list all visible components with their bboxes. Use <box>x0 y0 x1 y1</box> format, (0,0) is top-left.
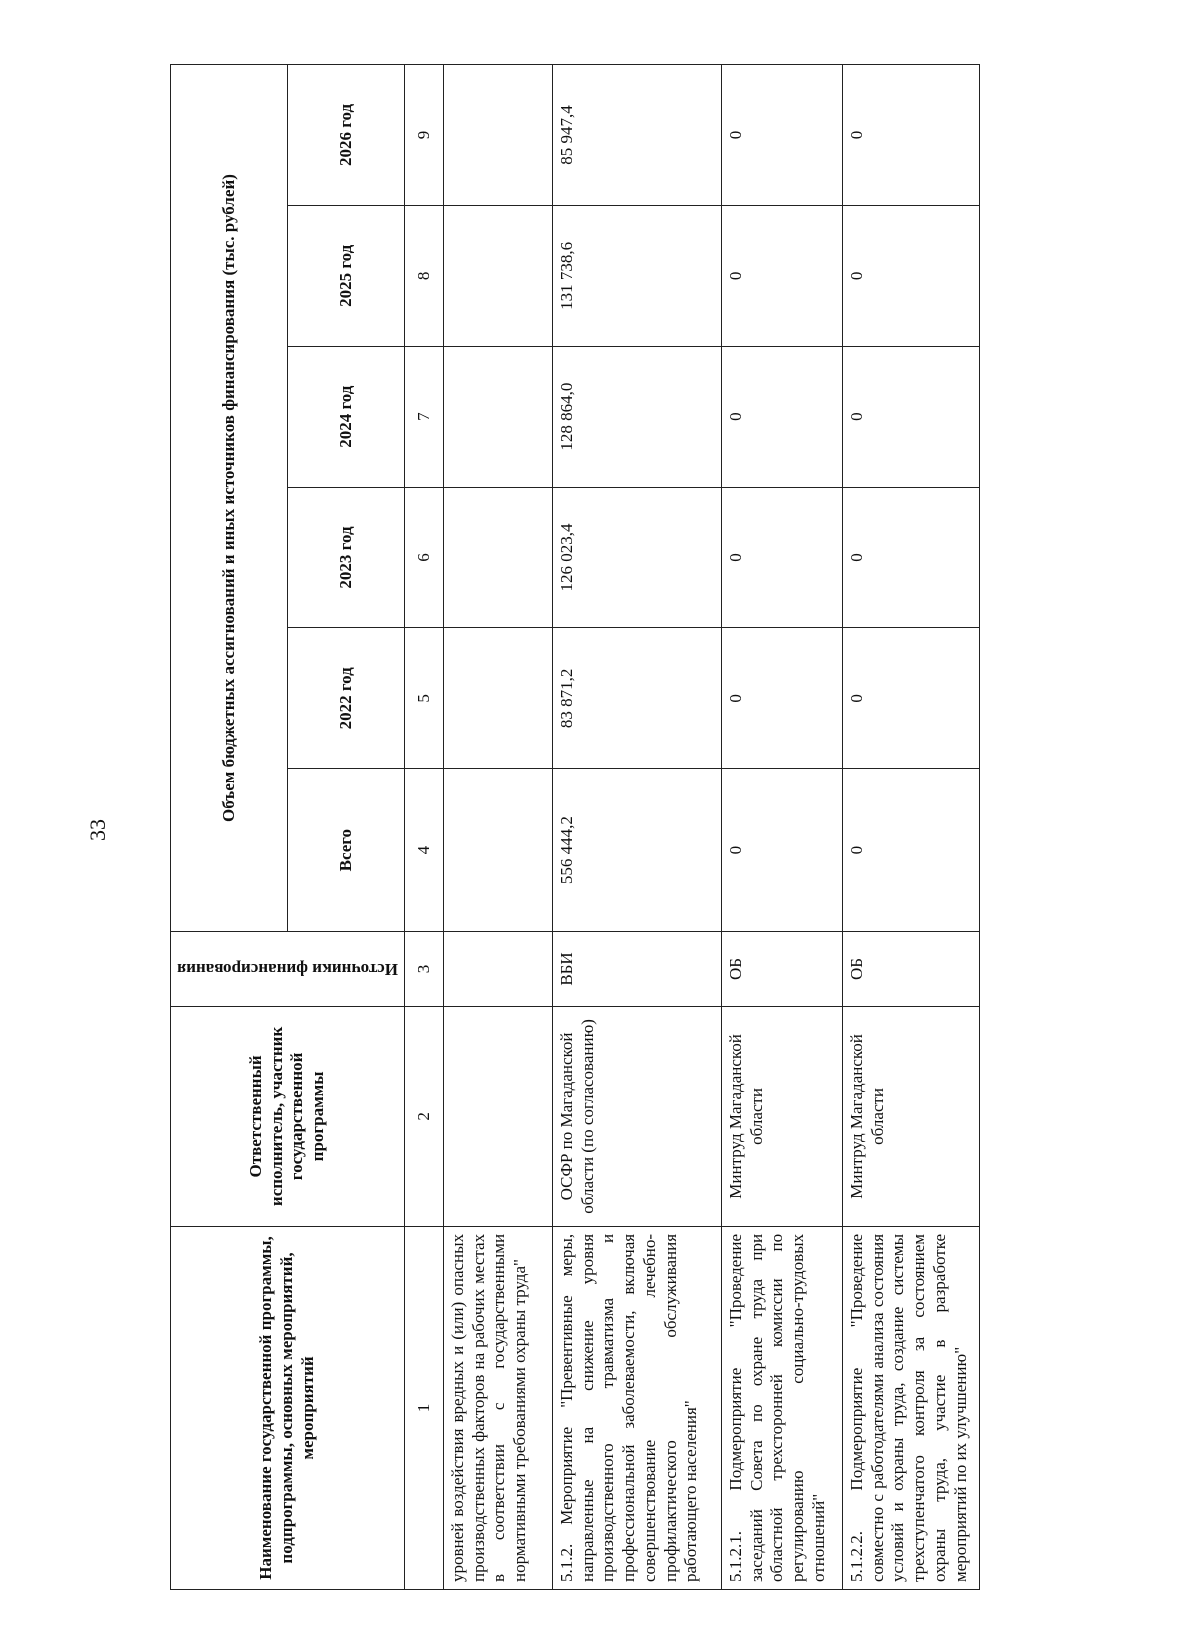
header-year-2024: 2024 год <box>287 346 404 487</box>
column-numbers-row <box>404 65 443 1590</box>
page-number: 33 <box>85 819 110 841</box>
row-value-2024: 0 <box>842 346 979 487</box>
table-row <box>443 65 552 1590</box>
row-value-2024 <box>443 346 552 487</box>
funding-table <box>170 64 980 1590</box>
table-row <box>842 65 979 1590</box>
row-value-2022: 0 <box>842 628 979 769</box>
row-value-2022: 83 871,2 <box>552 628 721 769</box>
header-row-1 <box>171 65 288 1590</box>
row-source <box>443 932 552 1007</box>
row-value-total: 0 <box>842 769 979 932</box>
row-value-2026: 85 947,4 <box>552 65 721 206</box>
row-value-2023 <box>443 487 552 628</box>
row-value-2023: 0 <box>721 487 842 628</box>
row-value-2026: 0 <box>842 65 979 206</box>
row-executor <box>443 1006 552 1226</box>
row-value-2026: 0 <box>721 65 842 206</box>
header-year-total: Всего <box>287 769 404 932</box>
col-number: 1 <box>404 1226 443 1589</box>
header-col-source: Источники финансирования <box>171 932 405 1007</box>
row-value-2023: 0 <box>842 487 979 628</box>
row-value-2024: 0 <box>721 346 842 487</box>
row-executor: ОСФР по Магаданской области (по согласованию) <box>552 1006 721 1226</box>
col-number: 5 <box>404 628 443 769</box>
row-value-2025: 0 <box>842 205 979 346</box>
row-value-2024: 128 864,0 <box>552 346 721 487</box>
row-executor: Минтруд Магаданской области <box>842 1006 979 1226</box>
header-year-2023: 2023 год <box>287 487 404 628</box>
col-number: 6 <box>404 487 443 628</box>
row-source: ОБ <box>842 932 979 1007</box>
header-year-2025: 2025 год <box>287 205 404 346</box>
row-value-2026 <box>443 65 552 206</box>
col-number: 7 <box>404 346 443 487</box>
row-value-2025: 0 <box>721 205 842 346</box>
row-value-2023: 126 023,4 <box>552 487 721 628</box>
row-value-2025: 131 738,6 <box>552 205 721 346</box>
table-row <box>552 65 721 1590</box>
col-number: 9 <box>404 65 443 206</box>
header-year-2022: 2022 год <box>287 628 404 769</box>
col-number: 3 <box>404 932 443 1007</box>
row-name: 5.1.2.2. Подмероприятие "Проведение совместно с работодателями анализа состояния условий и охраны труда, создание системы трехступенчатого контроля за состоянием охраны труда, участие в разработке мероприятий по их улучшению" <box>842 1226 979 1589</box>
row-source: ВБИ <box>552 932 721 1007</box>
row-value-2022 <box>443 628 552 769</box>
row-value-total: 0 <box>721 769 842 932</box>
col-number: 4 <box>404 769 443 932</box>
row-source: ОБ <box>721 932 842 1007</box>
table-row <box>721 65 842 1590</box>
col-number: 8 <box>404 205 443 346</box>
header-col-name: Наименование государственной программы, подпрограммы, основных мероприятий, мероприятий <box>171 1226 405 1589</box>
header-year-2026: 2026 год <box>287 65 404 206</box>
header-col-executor: Ответственный исполнитель, участник государственной программы <box>171 1006 405 1226</box>
row-value-2025 <box>443 205 552 346</box>
row-executor: Минтруд Магаданской области <box>721 1006 842 1226</box>
row-name: уровней воздействия вредных и (или) опасных производственных факторов на рабочих местах в соответствии с государственными нормативными требованиями охраны труда" <box>443 1226 552 1589</box>
col-number: 2 <box>404 1006 443 1226</box>
row-name: 5.1.2. Мероприятие "Превентивные меры, направленные на снижение уровня производственного травматизма и профессиональной заболеваемости, включая совершенствование лечебно-профилактического обслуживания работающего населения" <box>552 1226 721 1589</box>
row-value-total <box>443 769 552 932</box>
rotated-table-sheet <box>170 64 1050 1590</box>
row-value-total: 556 444,2 <box>552 769 721 932</box>
header-funding-group: Объем бюджетных ассигнований и иных источников финансирования (тыс. рублей) <box>171 65 288 932</box>
row-name: 5.1.2.1. Подмероприятие "Проведение заседаний Совета по охране труда при областной трехсторонней комиссии по регулированию социально-трудовых отношений" <box>721 1226 842 1589</box>
row-value-2022: 0 <box>721 628 842 769</box>
